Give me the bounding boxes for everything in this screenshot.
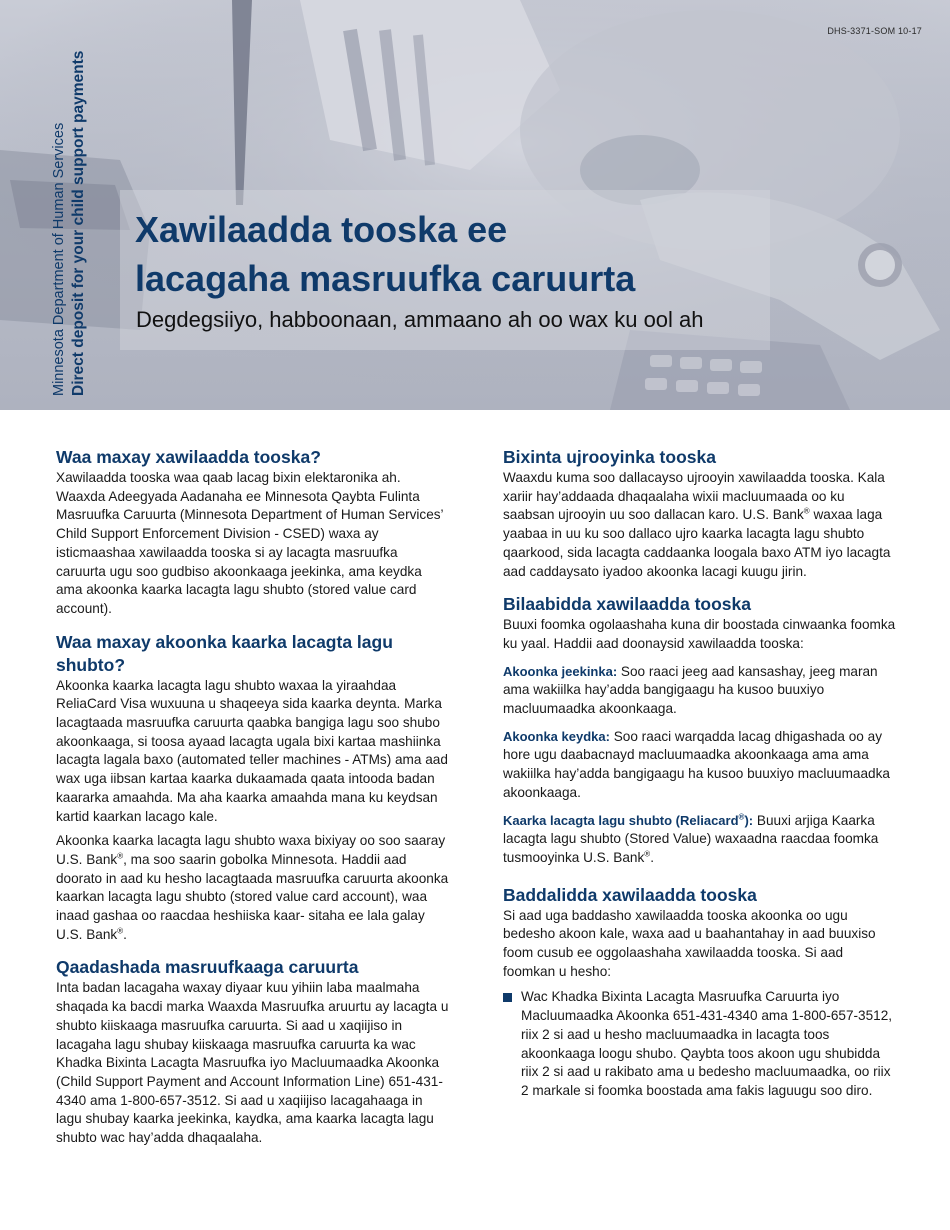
checking-account-text: Soo raaci jeeg aad kansashay, jeeg maran ama wakiilka hay’adda bangigaagu ha kusoo buuxiyo macluumaadka akoonkaaga. [503, 663, 878, 717]
right-column [503, 446, 898, 1101]
bullet-text: Wac Khadka Bixinta Lacagta Masruufka Caruurta iyo Macluumaadka Akoonka 651-431-4340 ama 1-800-657-3512, riix 2 si aad u hesho macluumaadka in lacagta toos akoonkaaga loogu shubo. Qaybta toos akoon ugu shubidda riix 2 si aad u rakibato ama u bedesho macluumaadka, oo riix 2 markale si foomka boostada ama fakis laguugu soo diro. [521, 989, 893, 1098]
savings-account-label: Akoonka keydka: [503, 728, 610, 744]
department-name: Minnesota Department of Human Services [51, 122, 67, 396]
text-fragment: . [650, 849, 654, 865]
paragraph-stored-value-card: Akoonka kaarka lacagta lagu shubto waxaa la yiraahdaa ReliaCard Visa wuxuuna u shaqeeya sida kaarka deynta. Marka lacagtaada masruufka caruurta qaabka bangiga lagu soo shubo akoonkaaga, si toosa ayaad lacagta ugala bixi kartaa mashiinka lacagta lagala baxo (automated teller machines - ATMs) ama aad wax uga iibsan kartaa kaarka dukaamada qaata intooda badan kaararka amaahda. Ma aha kaarka amaahda mana ku keydsan kartid kaarkan lacago kale. [56, 677, 448, 824]
page-subtitle: Degdegsiiyo, habboonaan, ammaano ah oo wax ku ool ah [136, 307, 704, 332]
text-fragment: Akoonka kaarka lacagta lagu shubto waxa bixiyay oo soo saaray U.S. Bank [56, 833, 446, 867]
paragraph-fees [503, 469, 898, 581]
heading-receiving-support: Qaadashada masruufkaaga caruurta [56, 957, 359, 978]
heading-stored-value-card: Waa maxay akoonka kaarka lacagta lagu shubto? [56, 631, 393, 675]
stored-value-card-item [503, 812, 898, 868]
text-fragment: Kaarka lacagta lagu shubto (Reliacard [503, 812, 739, 828]
square-bullet-icon [503, 993, 512, 1002]
text-fragment: ): [744, 812, 754, 828]
registered-mark: ® [803, 506, 810, 516]
paragraph-changing: Si aad uga baddasho xawilaadda tooska akoonka oo ugu bedesho akoon kale, waxa aad u baahantahay in aad buuxiso foom cusub ee oggolaashaha xawilaadda tooska. Si aad foomkan u hesho: [503, 907, 876, 979]
registered-mark: ® [117, 851, 124, 861]
registered-mark: ® [738, 812, 745, 822]
savings-account-item [503, 728, 898, 803]
heading-what-is-direct-deposit: Waa maxay xawilaadda tooska? [56, 447, 321, 467]
text-fragment: Buuxi arjiga Kaarka lacagta lagu shubto (Stored Value) waxaadna raacdaa foomka tusmooyinka U.S. Bank [503, 812, 879, 865]
heading-direct-deposit-fees: Bixinta ujrooyinka tooska [503, 447, 716, 467]
heading-changing-direct-deposit: Baddalidda xawilaadda tooska [503, 884, 757, 905]
document-code: DHS-3371-SOM 10-17 [827, 26, 922, 36]
paragraph-direct-deposit: Xawilaadda tooska waa qaab lacag bixin elektaronika ah. Waaxda Adeegyada Aadanaha ee Minnesota Qaybta Fulinta Masruufka Caruurta (Minnesota Department of Human Services’ Child Support Enforcement Division - CSED) waxa ay isticmaashaa xawilaadda tooska si ay lacagta masruufka caruurta ugu soo gudbiso akoonkaaga jeekinka, ama keydka ama akoonka kaarka lacagta lagu shubto (stored value card account). [56, 470, 444, 616]
paragraph-us-bank [56, 832, 451, 944]
checking-account-item [503, 663, 898, 719]
header-banner [0, 0, 950, 410]
text-fragment: , ma soo saarin gobolka Minnesota. Haddii aad doorato in aad ku hesho lacagtaada masruufka caruurta akoonka kaarkan lacagta lagu shubto (stored value card account), waa inaad gashaa oo raacdaa heshiiska kaar- sitaha ee lala galay U.S. Bank [56, 851, 449, 942]
heading-starting-direct-deposit: Bilaabidda xawilaadda tooska [503, 594, 751, 615]
bullet-list [503, 988, 898, 1100]
text-fragment: Waaxdu kuma soo dallacayso ujrooyin xawilaadda tooska. Kala xariir hay’addaada dhaqaalaha wixii macluumaada oo ku saabsan ujrooyin uu soo dallacan karo. U.S. Bank [503, 470, 885, 523]
paragraph-starting: Buuxi foomka ogolaashaha kuna dir boostada cinwaanka foomka ku yaal. Haddii aad doonaysid xawilaadda tooska: [503, 617, 896, 651]
registered-mark: ® [644, 849, 651, 859]
title-line-1: Xawilaadda tooska ee [135, 209, 508, 250]
checking-account-label: Akoonka jeekinka: [503, 663, 618, 679]
text-fragment: waxaa laga yaabaa in uu ku soo dallaco ujro kaarka lacagta lagu shubto qaarkood, sida lacagta caddaanka loogala baxo ATM iyo lacagta aad caddaysato iyadoo akoonka lacagi kuugu jirin. [503, 507, 891, 579]
registered-mark: ® [117, 926, 124, 936]
savings-account-text: Soo raaci warqadda lacag dhigashada oo ay hore ugu daabacnayd macluumaadka akoonkaaga ama ama wakiilka hay’adda bangigaagu ha kusoo buuxiyo macluumaadka akoonkaaga. [503, 728, 890, 800]
title-line-2: lacagaha masruufka caruurta [135, 258, 636, 299]
vertical-sidebar-text [50, 51, 89, 396]
page-title [135, 205, 755, 303]
list-item [503, 988, 898, 1100]
left-column [56, 446, 451, 1148]
stored-value-card-label [503, 813, 753, 828]
paragraph-receiving-support: Inta badan lacagaha waxay diyaar kuu yihiin laba maalmaha shaqada ka bacdi marka Waaxda Masruufka aruurtu ay lacagta u shubto kiiskaaga masruufka caruurta. Si aad u xaqiijiso in lacagaha lagu shubay kiiskaaga masruufka caruurta ka wac Khadka Bixinta Lacagta Masruufka iyo Macluumaadka Akoonka (Child Support Payment and Account Information Line) 651-431-4340 ama 1-800-657-3512. Si aad u xaqiijiso lacagahaaga in lagu shubay kaarka jeekinka, kaydka, ama kaarka lacagta lagu shubto wac hay’adda dhaqaalaha. [56, 980, 449, 1146]
text-fragment: . [123, 926, 127, 942]
document-english-title: Direct deposit for your child support payments [70, 50, 87, 396]
